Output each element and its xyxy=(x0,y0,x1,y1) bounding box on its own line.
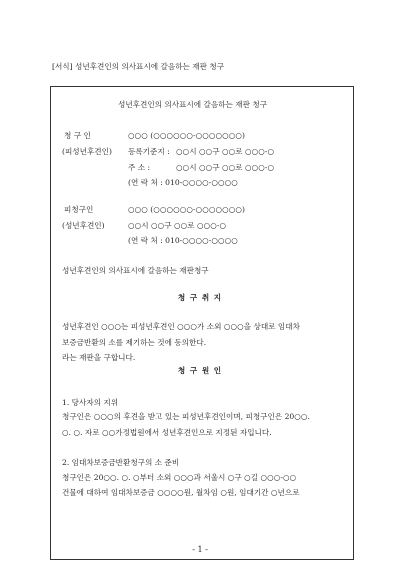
respondent-addr: ○○시 ○○구 ○○로 ○○○-○ xyxy=(128,221,227,230)
claimant-label-sub: (피성년후견인) xyxy=(62,147,112,156)
section-1-line-1: 청구인은 ○○○의 후견을 받고 있는 피성년후견인이며, 피청구인은 20○○. xyxy=(62,412,310,421)
purpose-line-3: 라는 재판을 구합니다. xyxy=(62,353,136,362)
claimant-addr-value: ○○시 ○○구 ○○로 ○○○-○ xyxy=(176,163,275,172)
purpose-heading: 청 구 취 지 xyxy=(177,293,223,302)
purpose-line-2: 보증금반환의 소를 제기하는 것에 동의한다. xyxy=(62,338,207,347)
claimant-name-id: ○○○ (○○○○○○-○○○○○○○) xyxy=(128,131,245,140)
claimant-addr-label: 주 소 : xyxy=(128,163,151,172)
section-2-title: 2. 임대차보증금반환청구의 소 준비 xyxy=(62,458,180,467)
section-1-line-2: ○. ○. 자로 ○○가정법원에서 성년후견인으로 지정된 자입니다. xyxy=(62,428,272,437)
cause-heading: 청 구 원 인 xyxy=(177,366,223,375)
document-caption: [서식] 성년후견인의 의사표시에 갈음하는 재판 청구 xyxy=(52,62,225,71)
claimant-reg-label: 등록기준지 : xyxy=(128,147,170,156)
case-name: 성년후견인의 의사표시에 갈음하는 재판청구 xyxy=(62,266,209,275)
page-number: - 1 - xyxy=(192,545,208,554)
claimant-label: 청 구 인 xyxy=(64,131,91,140)
section-2-line-1: 청구인은 20○○. ○. ○부터 소외 ○○○과 서울시 ○구 ○길 ○○○-○○ xyxy=(62,473,297,482)
claimant-reg-value: ○○시 ○○구 ○○로 ○○○-○ xyxy=(176,147,275,156)
claimant-phone: (연 락 처 : 010-○○○○-○○○○ xyxy=(128,178,238,187)
section-1-title: 1. 당사자의 지위 xyxy=(62,398,119,407)
respondent-label-sub: (성년후견인) xyxy=(62,221,105,230)
document-title: 성년후견인의 의사표시에 갈음하는 재판 청구 xyxy=(118,100,268,109)
purpose-line-1: 성년후견인 ○○○는 피성년후견인 ○○○가 소외 ○○○을 상대로 임대차 xyxy=(62,322,300,331)
respondent-name-id: ○○○ (○○○○○○-○○○○○○○) xyxy=(128,205,245,214)
respondent-phone: (연 락 처 : 010-○○○○-○○○○ xyxy=(128,236,238,245)
section-2-line-2: 건물에 대하여 임대차보증금 ○○○○원, 월차임 ○원, 임대기간 ○년으로 xyxy=(62,488,300,497)
respondent-label: 피청구인 xyxy=(64,205,94,214)
